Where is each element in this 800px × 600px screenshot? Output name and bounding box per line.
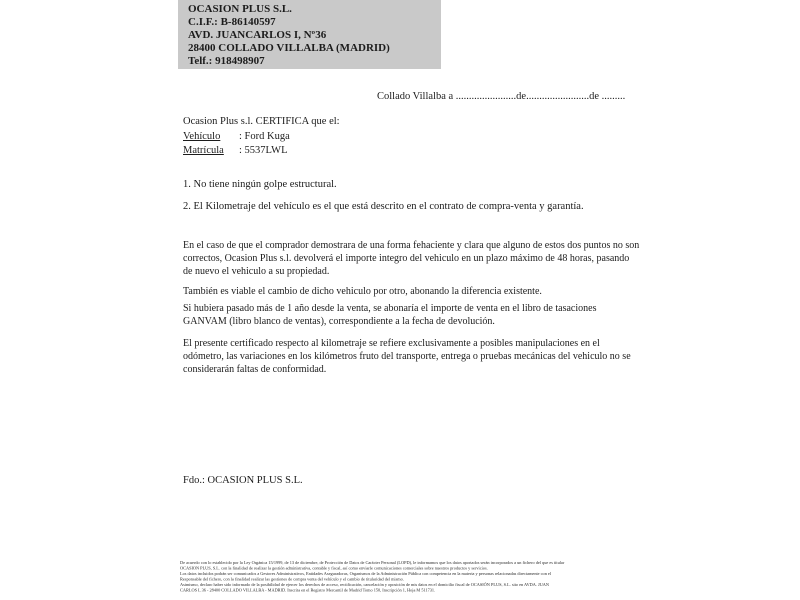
point-2: 2. El Kilometraje del vehículo es el que está descrito en el contrato de compra-venta y garantía. xyxy=(183,201,584,212)
company-name: OCASION PLUS S.L. xyxy=(188,3,292,15)
legal-line-3: Los datos incluidos podrán ser comunicados a Gestores Administrativos, Entidades Aseguradoras, Organismos de la Administración Pública con competencia en la materia y personas relacionadas directamente con el xyxy=(180,571,552,576)
paragraph-ganvam-valuation: Si hubiera pasado más de 1 año desde la venta, se abonaría el importe de venta en el libro de tasaciones GANVAM (libro blanco de ventas), correspondiente a la fecha de devolución. xyxy=(183,303,597,327)
company-cif: C.I.F.: B-86140597 xyxy=(188,16,276,28)
paragraph-refund-policy: En el caso de que el comprador demostrara de una forma fehaciente y clara que alguno de estos dos puntos no son correctos, Ocasion Plus s.l. devolverá el importe integro del vehiculo en un plazo máximo de 48 horas, pasando de nuevo el vehiculo a su propiedad. xyxy=(183,240,640,277)
paragraph-exchange-option: También es viable el cambio de dicho vehiculo por otro, abonando la diferencia existente. xyxy=(183,286,542,297)
company-header-box xyxy=(178,0,441,69)
company-city: 28400 COLLADO VILLALBA (MADRID) xyxy=(188,42,390,54)
point-1: 1. No tiene ningún golpe estructural. xyxy=(183,179,337,190)
legal-line-5: Asimismo, declaro haber sido informado de la posibilidad de ejercer los derechos de acceso, rectificación, cancelación y oposición de mis datos en el domicilio fiscal de OCASIÓN PLUS, S.L. sito en AVDA. JUAN xyxy=(180,582,550,587)
vehicle-row xyxy=(183,131,290,142)
company-address: AVD. JUANCARLOS I, Nº36 xyxy=(188,29,327,41)
vehicle-label: Vehículo xyxy=(183,131,221,142)
company-phone: Telf.: 918498907 xyxy=(188,55,265,67)
plate-label: Matrícula xyxy=(183,145,224,156)
paragraph-mileage-scope: El presente certificado respecto al kilometraje se refiere exclusivamente a posibles manipulaciones en el odómetro, las variaciones en los kilómetros fruto del transporte, entrega o pruebas mecánicas del vehiculo no se considerarán faltas de conformidad. xyxy=(183,338,631,375)
vehicle-value: : Ford Kuga xyxy=(239,131,290,142)
plate-row xyxy=(183,145,288,156)
legal-line-2: OCASION PLUS, S.L. con la finalidad de realizar la gestión administrativa, contable y fiscal, así como enviarle comunicaciones comerciales sobre nuestros productos y servicios. xyxy=(180,565,488,571)
legal-footer xyxy=(180,560,630,593)
legal-line-6: CARLOS I, 36 - 28400 COLLADO VILLALBA - MADRID. Inscrita en el Registro Mercantil de Madrid Tomo 150, Inscripción 1, Hoja M 511731. xyxy=(180,587,436,593)
date-line: Collado Villalba a .......................de........................de ......... xyxy=(377,91,626,102)
legal-line-4: Responsable del fichero, con la finalidad realizar las gestiones de compra venta del vehículo y el cambio de titularidad del mismo. xyxy=(180,576,404,582)
signature-line: Fdo.: OCASION PLUS S.L. xyxy=(183,475,303,486)
legal-line-1: De acuerdo con lo establecido por la Ley Orgánica 15/1999, de 13 de diciembre, de Protección de Datos de Carácter Personal (LOPD), le informamos que los datos aportados serán incorporados a un fichero del que es titular xyxy=(180,560,565,565)
plate-value: : 5537LWL xyxy=(239,145,288,156)
certify-intro: Ocasion Plus s.l. CERTIFICA que el: xyxy=(183,116,340,127)
